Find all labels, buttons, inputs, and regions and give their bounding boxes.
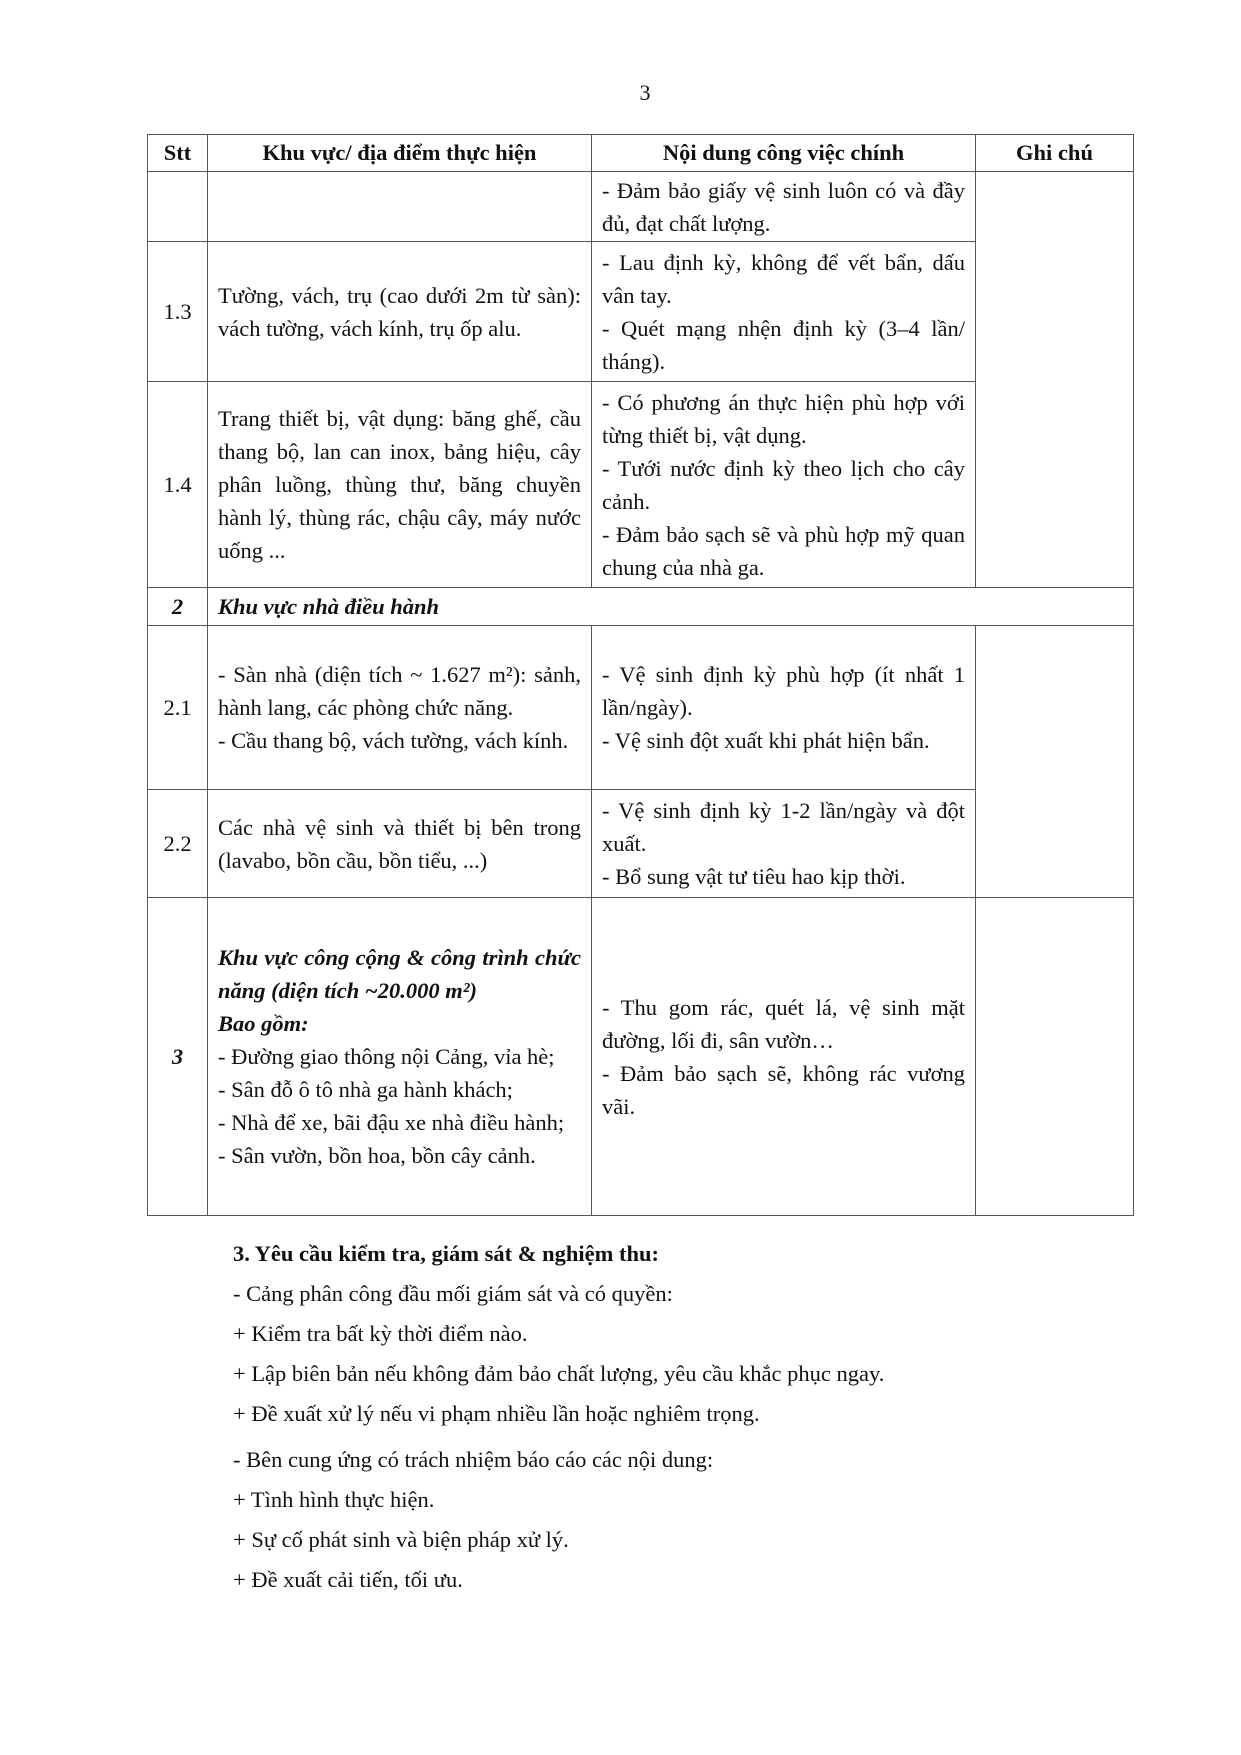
area-line: Tường, vách, trụ (cao dưới 2m từ sàn): vách tường, vách kính, trụ ốp alu.	[218, 282, 581, 341]
area-cell	[208, 242, 592, 382]
supplier-item: + Đề xuất cải tiến, tối ưu.	[233, 1567, 463, 1592]
note-cell	[976, 626, 1134, 898]
content-cell	[592, 626, 976, 790]
port-intro: - Cảng phân công đầu mối giám sát và có quyền:	[233, 1281, 673, 1306]
area-title: Khu vực công cộng & công trình chức năng (diện tích ~20.000 m²)	[218, 945, 581, 1003]
area-line: - Sàn nhà (diện tích ~ 1.627 m²): sảnh, hành lang, các phòng chức năng.	[218, 662, 581, 720]
header-content: Nội dung công việc chính	[592, 135, 976, 172]
area-line: - Sân đỗ ô tô nhà ga hành khách;	[218, 1077, 513, 1102]
area-cell	[208, 790, 592, 898]
content-line: - Đảm bảo giấy vệ sinh luôn có và đầy đủ, đạt chất lượng.	[602, 177, 965, 236]
header-note: Ghi chú	[976, 135, 1134, 172]
page-number: 3	[639, 80, 651, 105]
area-line: - Cầu thang bộ, vách tường, vách kính.	[218, 728, 569, 753]
area-cell	[208, 898, 592, 1216]
content-cell	[592, 242, 976, 382]
stt-cell: 1.4	[148, 382, 208, 588]
content-line: - Bổ sung vật tư tiêu hao kịp thời.	[602, 864, 906, 889]
area-cell	[208, 626, 592, 790]
stt-cell: 2.1	[148, 626, 208, 790]
section-title: Khu vực nhà điều hành	[208, 588, 1134, 626]
table-row	[148, 172, 1134, 242]
table-row	[148, 898, 1134, 1216]
supplier-intro: - Bên cung ứng có trách nhiệm báo cáo các nội dung:	[233, 1447, 714, 1472]
area-line: - Nhà để xe, bãi đậu xe nhà điều hành;	[218, 1110, 565, 1135]
section-heading: 3. Yêu cầu kiểm tra, giám sát & nghiệm thu:	[233, 1241, 660, 1266]
area-line: - Sân vườn, bồn hoa, bồn cây cảnh.	[218, 1143, 536, 1168]
content-line: - Đảm bảo sạch sẽ và phù hợp mỹ quan chung của nhà ga.	[602, 521, 965, 580]
header-stt: Stt	[148, 135, 208, 172]
stt-cell: 1.3	[148, 242, 208, 382]
table-header-row	[148, 135, 1134, 172]
area-subtitle: Bao gồm:	[218, 1011, 309, 1036]
content-cell	[592, 898, 976, 1216]
section-row	[148, 588, 1134, 626]
table-row	[148, 626, 1134, 790]
note-cell	[976, 898, 1134, 1216]
content-line: - Vệ sinh đột xuất khi phát hiện bẩn.	[602, 728, 930, 753]
area-line: - Đường giao thông nội Cảng, vỉa hè;	[218, 1044, 555, 1069]
content-cell	[592, 790, 976, 898]
note-cell	[976, 172, 1134, 588]
inspection-section	[233, 1234, 1113, 1600]
content-cell	[592, 172, 976, 242]
area-line: Trang thiết bị, vật dụng: băng ghế, cầu thang bộ, lan can inox, bảng hiệu, cây phân luồng, thùng thư, băng chuyền hành lý, thùng rác, chậu cây, máy nước uống ...	[218, 406, 581, 563]
content-line: - Thu gom rác, quét lá, vệ sinh mặt đường, lối đi, sân vườn…	[602, 994, 965, 1053]
port-item: + Đề xuất xử lý nếu vi phạm nhiều lần hoặc nghiêm trọng.	[233, 1401, 760, 1426]
stt-cell: 3	[148, 898, 208, 1216]
area-line: Các nhà vệ sinh và thiết bị bên trong (lavabo, bồn cầu, bồn tiểu, ...)	[218, 814, 581, 873]
supplier-item: + Tình hình thực hiện.	[233, 1487, 435, 1512]
stt-cell: 2	[148, 588, 208, 626]
header-area: Khu vực/ địa điểm thực hiện	[208, 135, 592, 172]
content-line: - Có phương án thực hiện phù hợp với từng thiết bị, vật dụng.	[602, 389, 965, 448]
stt-cell	[148, 172, 208, 242]
content-line: - Vệ sinh định kỳ 1-2 lần/ngày và đột xuất.	[602, 798, 965, 856]
content-line: - Quét mạng nhện định kỳ (3–4 lần/ tháng).	[602, 315, 965, 374]
content-line: - Lau định kỳ, không để vết bẩn, dấu vân tay.	[602, 249, 965, 308]
port-item: + Kiểm tra bất kỳ thời điểm nào.	[233, 1321, 528, 1346]
supplier-item: + Sự cố phát sinh và biện pháp xử lý.	[233, 1527, 569, 1552]
stt-cell: 2.2	[148, 790, 208, 898]
port-item: + Lập biên bản nếu không đảm bảo chất lượng, yêu cầu khắc phục ngay.	[233, 1361, 885, 1386]
work-table	[147, 134, 1134, 1216]
content-line: - Đảm bảo sạch sẽ, không rác vương vãi.	[602, 1060, 965, 1119]
content-line: - Vệ sinh định kỳ phù hợp (ít nhất 1 lần/ngày).	[602, 662, 965, 720]
area-cell	[208, 172, 592, 242]
content-line: - Tưới nước định kỳ theo lịch cho cây cảnh.	[602, 455, 965, 514]
content-cell	[592, 382, 976, 588]
area-cell	[208, 382, 592, 588]
